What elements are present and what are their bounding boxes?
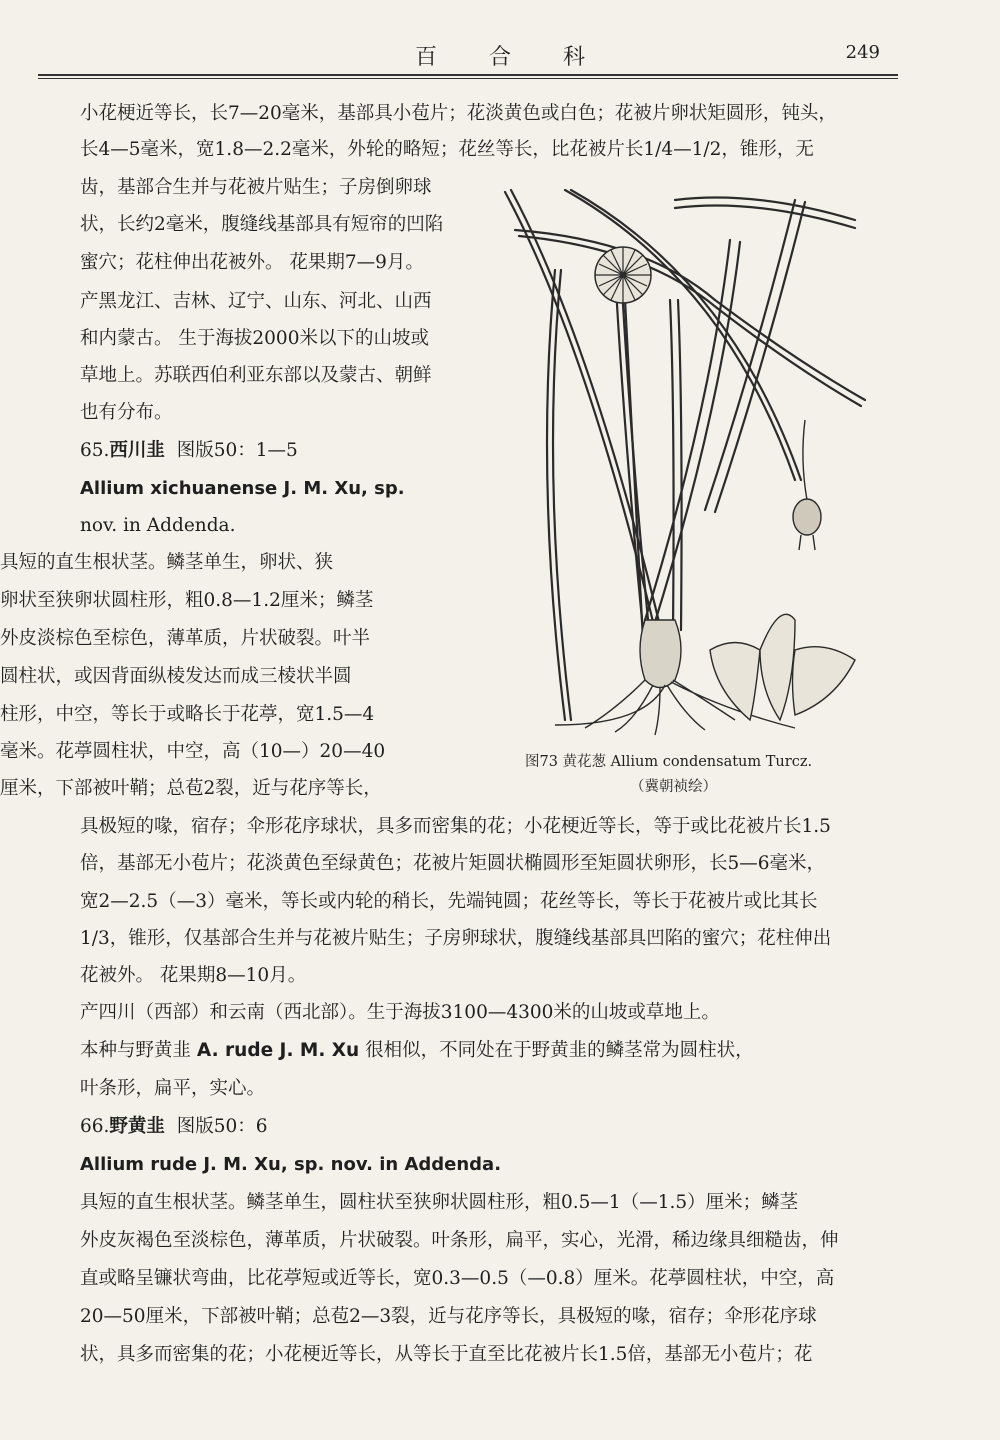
text-line: 产四川（西部）和云南（西北部）。生于海拔3100—4300米的山坡或草地上。 bbox=[80, 1002, 720, 1023]
species-heading bbox=[80, 434, 298, 468]
text-line: 20—50厘米，下部被叶鞘；总苞2—3裂，近与花序等长，具极短的喙，宿存；伞形花序球 bbox=[80, 1306, 817, 1327]
text-line: 具短的直生根状茎。鳞茎单生，卵状、狭 bbox=[0, 552, 334, 573]
text-line: 圆柱状，或因背面纵棱发达而成三棱状半圆 bbox=[0, 666, 352, 687]
text-line: 直或略呈镰状弯曲，比花葶短或近等长，宽0.3—0.5（—0.8）厘米。花葶圆柱状，中空，高 bbox=[80, 1268, 835, 1289]
text-line: 外皮淡棕色至棕色，薄革质，片状破裂。叶半 bbox=[0, 628, 371, 649]
botanical-illustration bbox=[495, 180, 905, 740]
text-line: 1/3，锥形，仅基部合生并与花被片贴生；子房卵球状，腹缝线基部具凹陷的蜜穴；花柱伸出 bbox=[80, 928, 832, 949]
latin-name-cont: nov. in Addenda. bbox=[80, 515, 236, 536]
header-rule bbox=[38, 74, 898, 76]
text-line: 柱形，中空，等长于或略长于花葶，宽1.5—4 bbox=[0, 704, 375, 725]
page-number: 249 bbox=[845, 42, 880, 63]
species-number: 66. bbox=[80, 1116, 110, 1137]
text-line: 蜜穴；花柱伸出花被外。 花果期7—9月。 bbox=[80, 252, 424, 273]
text-line: 花被外。 花果期8—10月。 bbox=[80, 965, 307, 986]
text-line: 产黑龙江、吉林、辽宁、山东、河北、山西 bbox=[80, 291, 432, 312]
plate-ref: 图版50：6 bbox=[176, 1116, 268, 1137]
text-line: 外皮灰褐色至淡棕色，薄革质，片状破裂。叶条形，扁平，实心，光滑，稀边缘具细糙齿，伸 bbox=[80, 1230, 839, 1251]
figure-caption: 图73 黄花葱 Allium condensatum Turcz. bbox=[525, 754, 813, 770]
plate-ref: 图版50：1—5 bbox=[176, 440, 298, 461]
latin-name: Allium rude J. M. Xu, sp. nov. in Addenda. bbox=[80, 1154, 502, 1175]
species-heading bbox=[80, 1110, 268, 1144]
text-line: 状，长约2毫米，腹缝线基部具有短帘的凹陷 bbox=[80, 214, 444, 235]
text-line: 长4—5毫米，宽1.8—2.2毫米，外轮的略短；花丝等长，比花被片长1/4—1/2，锥形，无 bbox=[80, 139, 814, 160]
text-line: 倍，基部无小苞片；花淡黄色至绿黄色；花被片矩圆状椭圆形至矩圆状卵形，长5—6毫米， bbox=[80, 853, 826, 874]
species-name-cn: 西川韭 bbox=[109, 440, 165, 461]
text-line: 和内蒙古。 生于海拔2000米以下的山坡或 bbox=[80, 328, 429, 349]
species-number: 65. bbox=[80, 440, 110, 461]
text-line: 厘米，下部被叶鞘；总苞2裂，近与花序等长， bbox=[0, 778, 382, 799]
species-name-cn: 野黄韭 bbox=[109, 1116, 165, 1137]
text-line: 齿，基部合生并与花被片贴生；子房倒卵球 bbox=[80, 177, 432, 198]
text-line: 也有分布。 bbox=[80, 402, 173, 423]
comparison-text-cont: 很相似，不同处在于野黄韭的鳞茎常为圆柱状， bbox=[365, 1040, 754, 1061]
running-header-title: 百合科 bbox=[414, 45, 637, 70]
header-rule-thin bbox=[38, 78, 898, 79]
comparison-latin: A. rude J. M. Xu bbox=[196, 1040, 360, 1061]
text-line: 宽2—2.5（—3）毫米，等长或内轮的稍长，先端钝圆；花丝等长，等长于花被片或比其长 bbox=[80, 891, 818, 912]
text-line: 具极短的喙，宿存；伞形花序球状，具多而密集的花；小花梗近等长，等于或比花被片长1.5 bbox=[80, 816, 831, 837]
comparison-text: 本种与野黄韭 bbox=[80, 1040, 192, 1061]
text-line: 毫米。花葶圆柱状，中空，高（10—）20—40 bbox=[0, 741, 386, 762]
comparison-line bbox=[80, 1034, 754, 1068]
text-line: 草地上。苏联西伯利亚东部以及蒙古、朝鲜 bbox=[80, 365, 432, 386]
figure-credit: （冀朝祯绘） bbox=[630, 779, 717, 795]
text-line: 状，具多而密集的花；小花梗近等长，从等长于直至比花被片长1.5倍，基部无小苞片；花 bbox=[80, 1344, 813, 1365]
text-line: 卵状至狭卵状圆柱形，粗0.8—1.2厘米；鳞茎 bbox=[0, 590, 374, 611]
text-line: 具短的直生根状茎。鳞茎单生，圆柱状至狭卵状圆柱形，粗0.5—1（—1.5）厘米；鳞茎 bbox=[80, 1192, 799, 1213]
text-line: 叶条形，扁平，实心。 bbox=[80, 1078, 266, 1099]
text-line: 小花梗近等长，长7—20毫米，基部具小苞片；花淡黄色或白色；花被片卵状矩圆形，钝头， bbox=[80, 103, 837, 124]
latin-name: Allium xichuanense J. M. Xu, sp. bbox=[80, 478, 405, 499]
